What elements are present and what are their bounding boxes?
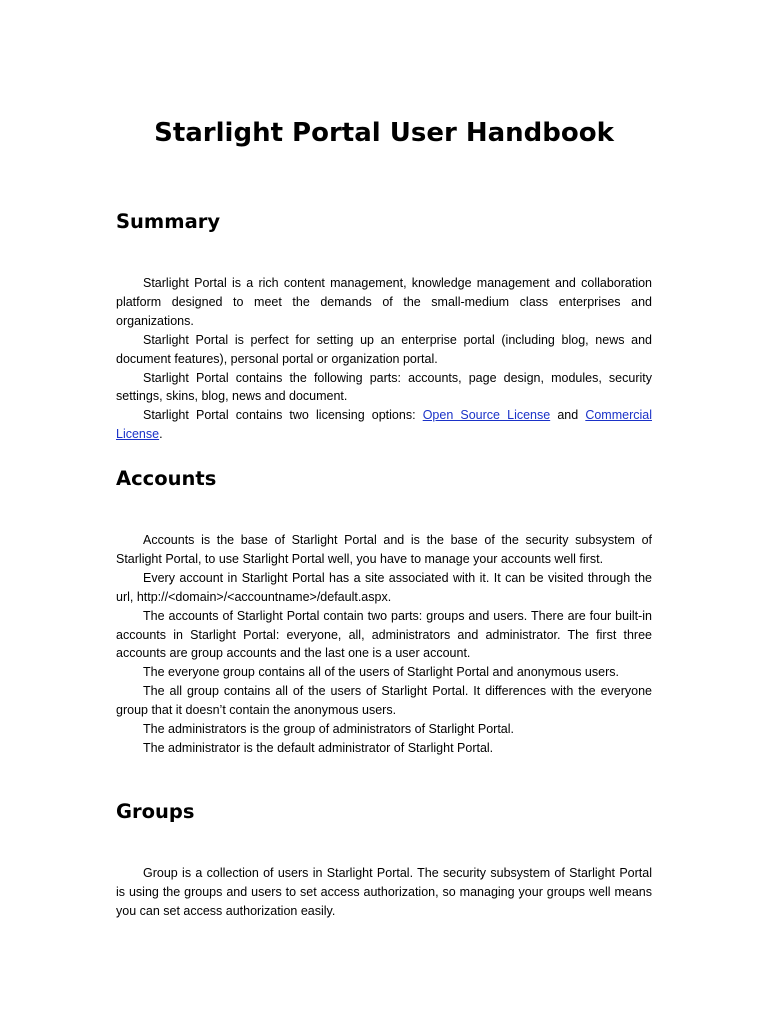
groups-paragraph-1: Group is a collection of users in Starlight Portal. The security subsystem of Starlight Portal is using the groups and users to set access authorization, so managing your groups well means you can set access authorization easily. bbox=[116, 866, 652, 918]
groups-section bbox=[116, 864, 652, 921]
accounts-paragraph-4: The everyone group contains all of the users of Starlight Portal and anonymous users. bbox=[143, 665, 619, 680]
open-source-license-link[interactable]: Open Source License bbox=[422, 408, 551, 423]
groups-heading: Groups bbox=[116, 800, 195, 823]
accounts-heading: Accounts bbox=[116, 467, 217, 490]
summary-paragraph-1: Starlight Portal is a rich content management, knowledge management and collaboration platform designed to meet the demands of the small-medium class enterprises and organizations. bbox=[116, 276, 652, 328]
summary-paragraph-2: Starlight Portal is perfect for setting up an enterprise portal (including blog, news and document features), personal portal or organization portal. bbox=[116, 332, 652, 366]
summary-paragraph-3: Starlight Portal contains the following parts: accounts, page design, modules, security settings, skins, blog, news and document. bbox=[116, 370, 652, 404]
accounts-paragraph-2: Every account in Starlight Portal has a site associated with it. It can be visited through the url, http://<domain>/<accountname>/default.aspx. bbox=[116, 570, 652, 604]
accounts-paragraph-6: The administrators is the group of administrators of Starlight Portal. bbox=[143, 722, 514, 737]
accounts-paragraph-5: The all group contains all of the users of Starlight Portal. It differences with the everyone group that it doesn’t contain the anonymous users. bbox=[116, 684, 652, 718]
summary-section bbox=[116, 274, 652, 444]
accounts-section bbox=[116, 531, 652, 758]
licensing-text-middle: and bbox=[550, 408, 586, 423]
commercial-license-link[interactable]: Commercial License bbox=[116, 408, 652, 442]
licensing-text-suffix: . bbox=[159, 427, 163, 442]
accounts-paragraph-3: The accounts of Starlight Portal contain two parts: groups and users. There are four built-in accounts in Starlight Portal: everyone, all, administrators and administrator. The first three accounts are group accounts and the last one is a user account. bbox=[116, 608, 652, 661]
document-title: Starlight Portal User Handbook bbox=[154, 118, 614, 148]
accounts-paragraph-1: Accounts is the base of Starlight Portal and is the base of the security subsystem of Starlight Portal, to use Starlight Portal well, you have to manage your accounts well first. bbox=[116, 533, 652, 566]
accounts-paragraph-7: The administrator is the default administrator of Starlight Portal. bbox=[143, 740, 494, 755]
summary-paragraph-4 bbox=[116, 406, 652, 444]
licensing-text-prefix: Starlight Portal contains two licensing options: bbox=[143, 408, 423, 423]
summary-heading: Summary bbox=[116, 210, 221, 233]
